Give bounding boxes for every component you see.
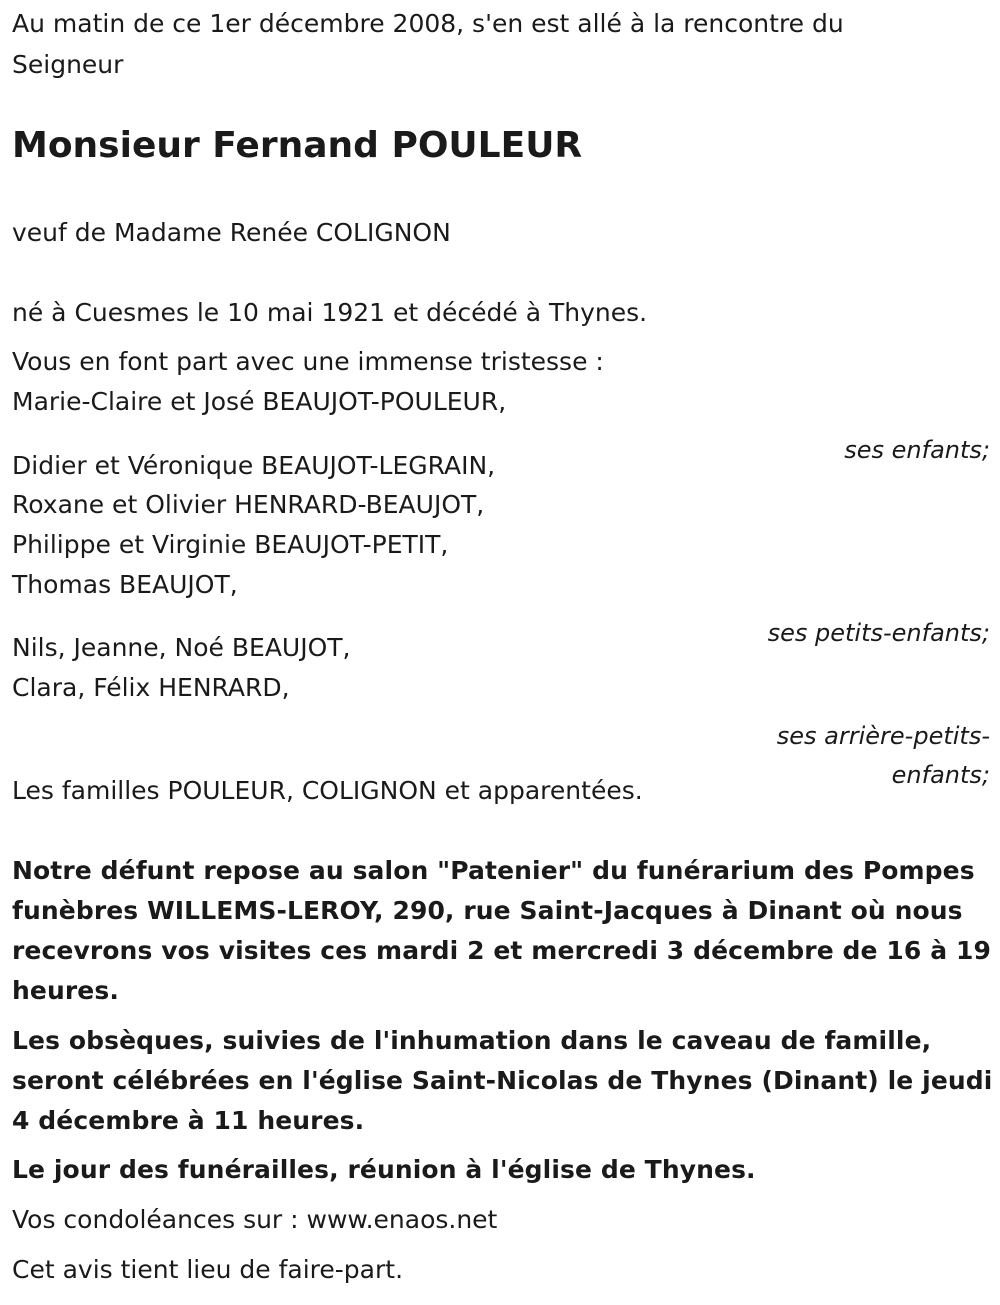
widower-of: veuf de Madame Renée COLIGNON <box>12 218 451 247</box>
funeral-line: Les obsèques, suivies de l'inhumation dans le caveau de famille, <box>12 1026 932 1055</box>
grandchild-name: Philippe et Virginie BEAUJOT-PETIT, <box>12 530 449 559</box>
grandchild-name: Roxane et Olivier HENRARD-BEAUJOT, <box>12 490 485 519</box>
great-grandchild-name: Clara, Félix HENRARD, <box>12 673 290 702</box>
announcement-intro: Vous en font part avec une immense tristesse : <box>12 347 604 376</box>
great-grandchild-name: Nils, Jeanne, Noé BEAUJOT, <box>12 633 351 662</box>
grandchildren-role: ses petits-enfants; <box>767 619 990 647</box>
intro-line-1: Au matin de ce 1er décembre 2008, s'en est allé à la rencontre du <box>12 9 844 38</box>
condolences: Vos condoléances sur : www.enaos.net <box>12 1205 498 1234</box>
birth-death: né à Cuesmes le 10 mai 1921 et décédé à Thynes. <box>12 298 648 327</box>
intro-line-2: Seigneur <box>12 50 124 79</box>
funeral-line: seront célébrées en l'église Saint-Nicolas de Thynes (Dinant) le jeudi <box>12 1066 993 1095</box>
visitation-line: funèbres WILLEMS-LEROY, 290, rue Saint-Jacques à Dinant où nous <box>12 896 963 925</box>
funeral-line: 4 décembre à 11 heures. <box>12 1106 365 1135</box>
grandchild-name: Thomas BEAUJOT, <box>12 570 238 599</box>
families: Les familles POULEUR, COLIGNON et apparentées. <box>12 776 643 805</box>
visitation-line: Notre défunt repose au salon "Patenier" du funérarium des Pompes <box>12 856 975 885</box>
meeting-notice: Le jour des funérailles, réunion à l'église de Thynes. <box>12 1155 756 1184</box>
children-name: Marie-Claire et José BEAUJOT-POULEUR, <box>12 387 507 416</box>
closing-note: Cet avis tient lieu de faire-part. <box>12 1255 404 1284</box>
visitation-line: heures. <box>12 976 119 1005</box>
children-role: ses enfants; <box>844 436 990 464</box>
great-grandchildren-role-line-1: ses arrière-petits- <box>776 722 990 750</box>
visitation-line: recevrons vos visites ces mardi 2 et mercredi 3 décembre de 16 à 19 <box>12 936 991 965</box>
great-grandchildren-role-line-2: enfants; <box>891 761 990 789</box>
deceased-name: Monsieur Fernand POULEUR <box>12 125 583 166</box>
grandchild-name: Didier et Véronique BEAUJOT-LEGRAIN, <box>12 451 496 480</box>
